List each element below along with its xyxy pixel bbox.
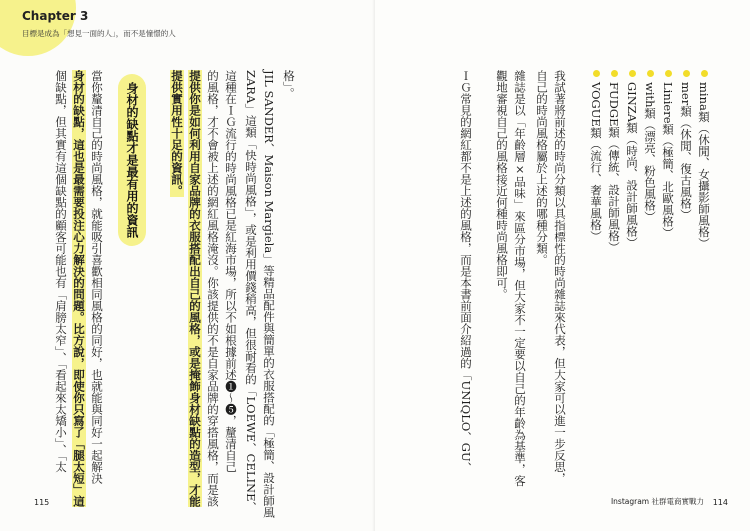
section-heading: 身材的缺點才是最有用的資訊: [125, 82, 139, 238]
highlight-text: 提供你是如何利用自家品牌的衣服搭配出自己的風格，或是掩飾身材缺點的造型，才能: [188, 70, 202, 507]
body-line-text: 這種在ＩＧ流行的時尚風格已是紅海市場，所以不如根據前述: [224, 70, 238, 381]
body-line: 自己的時尚風格屬於上述的哪種分類。: [535, 70, 549, 266]
list-item-text: with類（漂亮、粉色風格）: [643, 82, 657, 223]
list-item: [625, 70, 639, 249]
highlight-text: 提供實用性十足的資訊。: [170, 70, 184, 197]
bullet-icon: [647, 70, 654, 77]
body-line: 當你釐清自己的時尚風格，就能吸引喜歡相同風格的同好，也就能與同好一起解決: [90, 70, 104, 484]
list-item: [697, 70, 711, 249]
bullet-icon: [683, 70, 690, 77]
body-line-text: 的風格，才不會被上述的網紅風格淹沒。你該提供的不是自家品牌的穿搭風格，而是該: [206, 70, 220, 507]
body-line: ZARA」這類「快時尚風格」，或是利用價錢稍高，但很耐看的「LOEWE、CELINE、: [244, 70, 258, 514]
bullet-icon: [665, 70, 672, 77]
bullet-icon: [629, 70, 636, 77]
body-line: 格」。: [282, 70, 296, 99]
body-line: ＩＧ常見的網紅都不是上述的風格，而是本書前面介紹過的「UNIQLO、GU、: [459, 70, 473, 474]
list-item: [661, 70, 675, 239]
bullet-icon: [593, 70, 600, 77]
right-page-number: 114: [712, 498, 728, 507]
list-item: [607, 70, 621, 253]
list-item: [589, 70, 603, 242]
list-item-text: mina類（休閒、女攝影師風格）: [697, 82, 711, 249]
left-page-number: 115: [34, 498, 50, 507]
list-item: [643, 70, 657, 223]
highlight-text: 身材的缺點，這也是最需要投注心力解決的問題。比方說，即使你只寫了「腿太短」這: [72, 70, 86, 507]
bullet-icon: [701, 70, 708, 77]
body-line: 雜誌是以「年齡層×品味」來區分市場，但大家不一定要以自己的年齡為基準，客: [513, 70, 527, 487]
chapter-label: Chapter 3: [22, 9, 89, 23]
body-line: 我試著將前述的時尚分類以具指標性的時尚雜誌來代表，但大家可以進一步反思，: [553, 70, 567, 484]
list-item-text: VOGUE類（流行、奢華風格）: [589, 82, 603, 242]
body-line: [224, 70, 238, 473]
list-item-text: Liniere類（極簡、北歐風格）: [661, 82, 675, 239]
body-line: 觀地審視自己的風格接近何種時尚風格即可。: [495, 70, 509, 300]
body-line: JIL SANDER、Maison Margiela」等精品配件與簡單的衣服搭配的「極簡、設計師風: [262, 70, 276, 518]
body-line-highlight: [188, 70, 202, 507]
list-item-text: GINZA類（時尚、設計師風格）: [625, 82, 639, 249]
list-item: [679, 70, 693, 220]
list-item-text: FUDGE類（傳統、設計師風格）: [607, 82, 621, 253]
body-line-highlight: [72, 70, 86, 507]
body-line-highlight: [170, 70, 184, 197]
body-line: [206, 70, 220, 507]
running-title: Instagram 社群電商實戰力: [610, 497, 704, 506]
chapter-subtitle: 目標是成為「想見一面的人」，而不是憧憬的人: [22, 29, 176, 38]
body-line: 個缺點，但其實有這個缺點的顧客可能也有「肩膀太窄」、「看起來太矯小」、「太: [54, 70, 68, 473]
right-page: [375, 0, 750, 531]
list-item-text: mer類（休閒、復古風格）: [679, 82, 693, 221]
body-line-tail: ❶～❺，釐清自己: [224, 380, 238, 473]
bullet-icon: [611, 70, 618, 77]
